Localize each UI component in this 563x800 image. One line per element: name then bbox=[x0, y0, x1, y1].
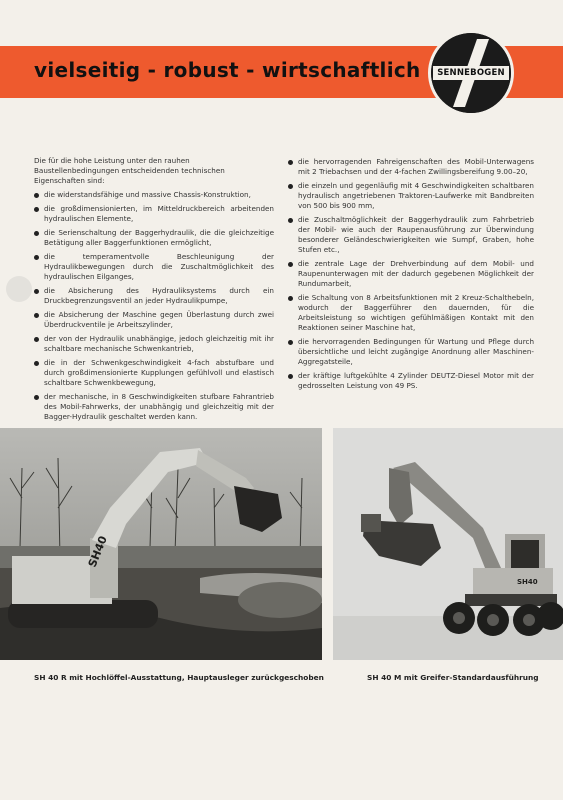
list-item: die großdimensionierten, im Mitteldruckbereich arbeitenden hydraulischen Elemente, bbox=[34, 204, 274, 224]
intro-text: Die für die hohe Leistung unter den rauhen Baustellenbedingungen entscheidenden technischen Eigenschaften sind: bbox=[34, 156, 225, 185]
crawler-excavator-illustration bbox=[0, 428, 322, 660]
bullet-icon bbox=[288, 374, 293, 379]
caption-right: SH 40 M mit Greifer-Standardausführung bbox=[367, 673, 539, 682]
list-item: die hervorragenden Bedingungen für Wartung und Pflege durch übersichtliche und leicht zugängige Anordnung aller Maschinen-Aggregatsteile, bbox=[288, 337, 534, 367]
list-item: die Zuschaltmöglichkeit der Baggerhydraulik zum Fahrbetrieb der Mobil- wie auch der Raupenausführung zur Überwindung besonderer Geländeschwierigkeiten wie Sumpf, Graben, hohe Stufen etc., bbox=[288, 215, 534, 255]
list-item: die einzeln und gegenläufig mit 4 Geschwindigkeiten schaltbaren hydraulisch angetriebenen Traktoren-Laufwerke mit Bandbreiten von 500 bis 900 mm, bbox=[288, 181, 534, 211]
machine-label: SH40 bbox=[85, 534, 110, 570]
bullet-icon bbox=[288, 160, 293, 165]
mobile-excavator-illustration bbox=[333, 428, 563, 660]
list-item: die widerstandsfähige und massive Chassis-Konstruktion, bbox=[34, 190, 274, 200]
list-item: die Absicherung des Hydrauliksystems durch ein Druckbegrenzungsventil an jeder Hydraulikpumpe, bbox=[34, 286, 274, 306]
list-item: der mechanische, in 8 Geschwindigkeiten stufbare Fahrantrieb des Mobil-Fahrwerks, der unabhängig und gleichzeitig mit der Bagger-Hydraulik geschaltet werden kann. bbox=[34, 392, 274, 422]
bullet-icon bbox=[34, 289, 39, 294]
list-item: die in der Schwenkgeschwindigkeit 4-fach abstufbare und durch großdimensionierte Kupplungen gefühlvoll und elastisch schaltbare Schwenkbewegung, bbox=[34, 358, 274, 388]
list-item: die temperamentvolle Beschleunigung der Hydraulikbewegungen durch die Zuschaltmöglichkeit des hydraulischen Eilganges, bbox=[34, 252, 274, 282]
logo-text: SENNEBOGEN bbox=[433, 66, 509, 80]
bullet-icon bbox=[34, 337, 39, 342]
paper-stain bbox=[6, 276, 32, 302]
slogan-headline: vielseitig - robust - wirtschaftlich bbox=[34, 58, 421, 82]
list-item: der kräftige luftgekühlte 4 Zylinder DEUTZ-Diesel Motor mit der gedrosselten Leistung von 49 PS. bbox=[288, 371, 534, 391]
list-item: die hervorragenden Fahreigenschaften des Mobil-Unterwagens mit 2 Triebachsen und der 4-fachen Zwillingsbereifung 9.00–20, bbox=[288, 157, 534, 177]
left-text-column bbox=[34, 156, 274, 426]
excavator-crawler-photo bbox=[0, 428, 322, 660]
list-item: der von der Hydraulik unabhängige, jedoch gleichzeitig mit ihr schaltbare mechanische Schwenkantrieb, bbox=[34, 334, 274, 354]
sennebogen-logo bbox=[428, 30, 514, 116]
list-item: die Schaltung von 8 Arbeitsfunktionen mit 2 Kreuz-Schalthebeln, wodurch der Baggerführer den dauernden, für die Arbeitsleistung so wichtigen gefühlmäßigen Kontakt mit den Reaktionen seiner Maschine hat, bbox=[288, 293, 534, 333]
list-item: die Absicherung der Maschine gegen Überlastung durch zwei Überdruckventile je Arbeitszylinder, bbox=[34, 310, 274, 330]
bullet-icon bbox=[34, 255, 39, 260]
bullet-icon bbox=[34, 231, 39, 236]
machine-label: SH40 bbox=[517, 578, 538, 586]
right-text-column bbox=[288, 157, 534, 395]
bullet-icon bbox=[34, 207, 39, 212]
excavator-mobile-photo bbox=[333, 428, 563, 660]
caption-left: SH 40 R mit Hochlöffel-Ausstattung, Hauptausleger zurückgeschoben bbox=[34, 673, 324, 682]
list-item: die Serienschaltung der Baggerhydraulik, die die gleichzeitige Betätigung aller Baggerfunktionen ermöglicht, bbox=[34, 228, 274, 248]
bullet-icon bbox=[34, 395, 39, 400]
bullet-icon bbox=[34, 361, 39, 366]
list-item: die zentrale Lage der Drehverbindung auf dem Mobil- und Raupenunterwagen mit der dadurch gegebenen Möglichkeit der Rundumarbeit, bbox=[288, 259, 534, 289]
bullet-icon bbox=[288, 296, 293, 301]
bullet-icon bbox=[288, 184, 293, 189]
bullet-icon bbox=[288, 340, 293, 345]
bullet-icon bbox=[34, 193, 39, 198]
bullet-icon bbox=[34, 313, 39, 318]
bullet-icon bbox=[288, 262, 293, 267]
bullet-icon bbox=[288, 218, 293, 223]
